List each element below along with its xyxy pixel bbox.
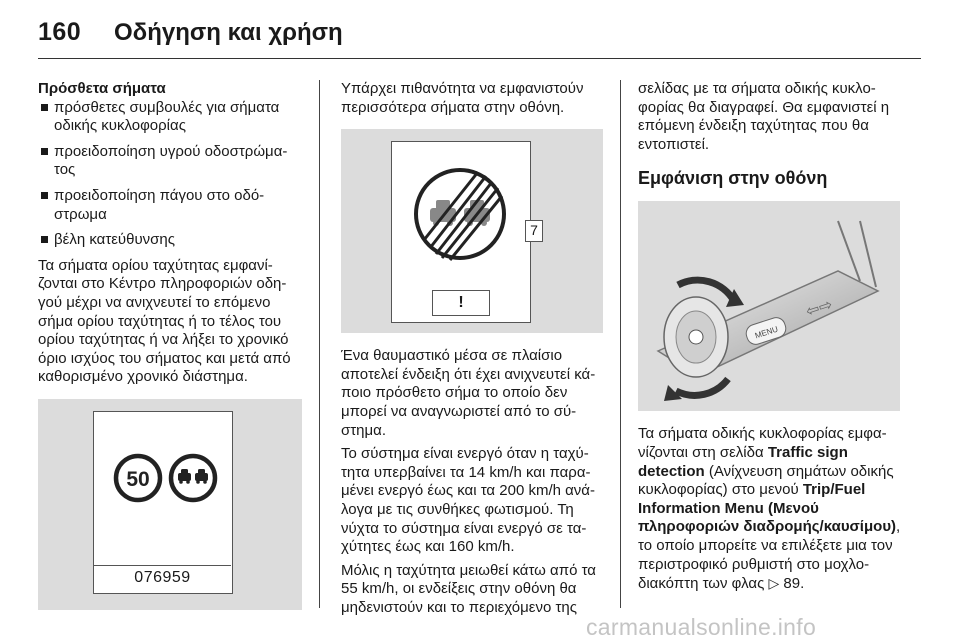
rotate-arrow-bottom-icon xyxy=(676,379,728,395)
menu-button-label: MENU xyxy=(753,324,780,341)
lever-illustration xyxy=(638,201,900,411)
intro-paragraph: Υπάρχει πιθανότητα να εμφανιστούν περισσότερα σήματα στην οθόνη. xyxy=(341,80,584,116)
list-item: προειδοποίηση πάγου στο οδό-στρωμα xyxy=(38,187,304,224)
column-separator xyxy=(319,80,320,608)
speed-and-overtaking-signs xyxy=(94,412,231,562)
page-number: 160 xyxy=(38,18,82,46)
continuation-paragraph: σελίδας με τα σήματα οδικής κυκλο-φορίας θα διαγραφεί. Θα εμφανιστεί η επόμενη ένδειξη ταχύτητας που θα εντοπιστεί. xyxy=(638,80,890,153)
list-item: πρόσθετες συμβουλές για σήματα οδικής κυκλοφορίας xyxy=(38,99,304,136)
list-item: βέλη κατεύθυνσης xyxy=(38,231,304,250)
figure-end-of-no-overtaking xyxy=(341,129,603,333)
display-panel xyxy=(391,141,538,323)
display-panel xyxy=(93,411,233,594)
sign-count-badge: 7 xyxy=(525,220,543,242)
column-1 xyxy=(38,80,304,610)
page-header xyxy=(38,14,920,60)
page-reference-icon: ▷ xyxy=(768,575,780,592)
speed-limit-paragraph: Τα σήματα ορίου ταχύτητας εμφανί-ζονται στο Κέντρο πληροφοριών οδη-γού μέχρι να ανιχνευτεί το επόμενο σήμα ορίου ταχύτητας ή το τέλος του ορίου ταχύτητας ή να λήξει το χρονικό όριο ισχύος του σήματος και μετά από καθορισμένο χρονικό διάστημα. xyxy=(38,256,291,386)
divider xyxy=(94,565,231,567)
column-3 xyxy=(638,80,910,594)
section-heading: Εμφάνιση στην οθόνη xyxy=(638,168,828,189)
figure-speed-limit-display xyxy=(38,399,302,610)
menu-name: Trip/Fuel Information Menu (Μενού πληροφοριών διαδρομής/καυσίμου) xyxy=(638,481,897,536)
figure-turn-signal-lever xyxy=(638,201,900,411)
rotate-arrow-top-icon xyxy=(678,280,734,301)
subheading-additional-signs: Πρόσθετα σήματα xyxy=(38,80,166,97)
paragraph: Το σύστημα είναι ενεργό όταν η ταχύ-τητα υπερβαίνει τα 14 km/h και παρα-μένει ενεργό έως και τα 200 km/h ανά-λογα με τις συνθήκες φωτισμού. Τη νύχτα το σύστημα είναι ενεργό σε τα-χύτητες έως και 160 km/h. xyxy=(341,445,595,556)
final-paragraph: Τα σήματα οδικής κυκλοφορίας εμφα-νίζονται στη σελίδα Traffic sign detection (Ανίχνευση σημάτων οδικής κυκλοφορίας) στο μενού Trip/Fuel Information Menu (Μενού πληροφοριών διαδρομής/καυσίμου), το οποίο μπορείτε να επιλέξετε μια τον περιστροφικό ρυθμιστή στο μοχλο-διακόπτη των φλας ▷ 89. xyxy=(638,425,901,593)
column-separator xyxy=(620,80,621,608)
warning-box: ! xyxy=(432,290,490,316)
paragraph: Μόλις η ταχύτητα μειωθεί κάτω από τα 55 km/h, οι ενδείξεις στην οθόνη θα μηδενιστούν και το περιεχόμενο της xyxy=(341,561,596,616)
no-overtaking-sign xyxy=(171,456,215,500)
menu-page-name: Traffic sign detection xyxy=(638,443,848,480)
page-title: Οδήγηση και χρήση xyxy=(114,19,343,46)
column-2 xyxy=(341,80,609,623)
paragraph: Ένα θαυμαστικό μέσα σε πλαίσιο αποτελεί ένδειξη ότι έχει ανιχνευτεί κά-ποιο πρόσθετο σήμα το οποίο δεν μπορεί να αναγνωριστεί από το σύ-στημα. xyxy=(341,347,596,439)
watermark: carmanualsonline.info xyxy=(586,614,817,640)
end-no-overtaking-sign xyxy=(392,142,529,282)
list-item: προειδοποίηση υγρού οδοστρώμα-τος xyxy=(38,143,304,180)
header-rule xyxy=(38,58,921,59)
bullet-list xyxy=(38,99,304,250)
adjuster-icon xyxy=(689,330,703,344)
figure-code: 076959 xyxy=(134,568,191,586)
page-reference[interactable]: 89. xyxy=(779,575,805,593)
turn-signal-icon: ⇦⇨ xyxy=(803,296,835,322)
speed-limit-value: 50 xyxy=(126,467,150,491)
